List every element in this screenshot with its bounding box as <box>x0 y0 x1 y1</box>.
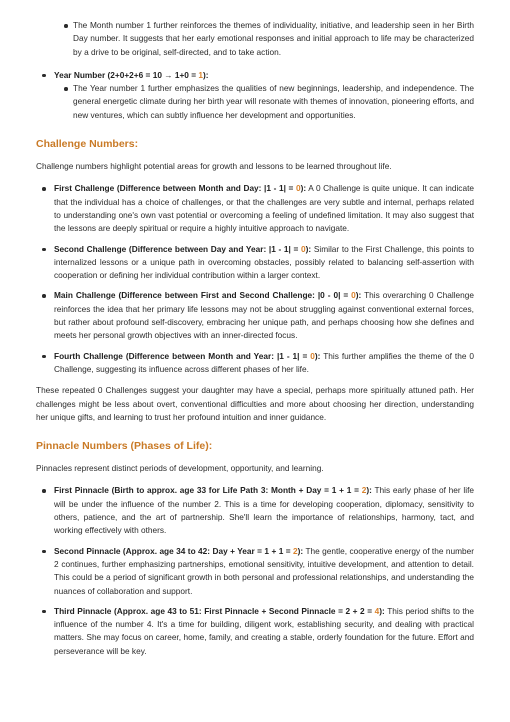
challenge-intro: Challenge numbers highlight potential areas for growth and lessons to be learned throughout life. <box>36 161 392 172</box>
pinnacle-label: Second Pinnacle (Approx. age 34 to 42: Day + Year = 1 + 1 = 2): <box>54 545 304 556</box>
year-number-value: 1 <box>198 69 203 80</box>
challenge-value: 0 <box>351 290 356 301</box>
pinnacle-label: Third Pinnacle (Approx. age 43 to 51: First Pinnacle + Second Pinnacle = 2 + 2 = 4): <box>54 605 385 616</box>
challenge-label: Fourth Challenge (Difference between Month and Year: |1 - 1| = 0): <box>54 350 321 361</box>
pinnacle-text: This early phase of her life will be under the influence of the number 2. This is a time for developing cooperation, diplomacy, sensitivity to others, patience, and the art of partnership. She'll learn the importance of relationships, harmony, tact, and working effectively with others. <box>54 485 474 536</box>
challenge-label: First Challenge (Difference between Month and Day: |1 - 1| = 0): <box>54 183 307 194</box>
pinnacle-list <box>36 484 474 658</box>
month-number-detail: The Month number 1 further reinforces the themes of individuality, initiative, and leadership seen in her Birth Day number. It suggests that her early emotional responses and initial approach to life may be characterized by a drive to be original, self-directed, and to take action. <box>73 19 474 59</box>
challenge-list <box>36 182 474 376</box>
pinnacle-value: 2 <box>361 485 367 496</box>
challenge-text: This further amplifies the theme of the 0 Challenge, suggesting its influence across different phases of her life. <box>54 350 475 374</box>
pinnacle-text: This period shifts to the influence of the number 4. It's a time for building, diligent work, establishing security, and dealing with practical matters. She may focus on career, home, family, and creating a stable, orderly foundation for the future. Effort and perseverance will be key. <box>54 605 474 656</box>
pinnacle-heading: Pinnacle Numbers (Phases of Life): <box>36 440 213 453</box>
pinnacle-text: The gentle, cooperative energy of the number 2 continues, further emphasizing partnerships, emotional sensitivity, intuitive development, and attention to detail. This could be a period of significant growth in both personal and professional relationships, and understanding the nuances of collaboration and support. <box>54 545 474 596</box>
year-number-list <box>36 69 474 122</box>
challenge-label: Main Challenge (Difference between First and Second Challenge: |0 - 0| = 0): <box>54 290 362 301</box>
pinnacle-item-third <box>36 605 474 658</box>
pinnacle-item-second <box>36 545 474 598</box>
challenge-value: 0 <box>301 243 306 254</box>
challenge-value: 0 <box>295 183 301 194</box>
challenge-item-second <box>36 243 474 283</box>
pinnacle-item-first <box>36 484 474 537</box>
challenge-value: 0 <box>310 350 315 361</box>
year-number-label: Year Number (2+0+2+6 = 10 → 1+0 = 1): <box>54 69 209 80</box>
challenge-closing: These repeated 0 Challenges suggest your daughter may have a special, perhaps more spiritually attuned path. Her challenges might be less about overt, conventional difficulties and more about choosing her direction, understanding her unique gifts, and learning to trust her profound intuition and inner guidance. <box>36 385 474 422</box>
pinnacle-intro: Pinnacles represent distinct periods of development, opportunity, and learning. <box>36 463 324 474</box>
pinnacle-label: First Pinnacle (Birth to approx. age 33 for Life Path 3: Month + Day = 1 + 1 = 2): <box>54 485 372 496</box>
challenge-heading: Challenge Numbers: <box>36 138 139 151</box>
pinnacle-value: 2 <box>293 545 298 556</box>
challenge-item-fourth <box>36 350 474 377</box>
month-number-sublist <box>36 19 474 59</box>
year-number-detail: The Year number 1 further emphasizes the qualities of new beginnings, leadership, and independence. The general energetic climate during her birth year will resonate with themes of innovation, pioneering efforts, and new ventures, which can subtly influence her development and opportunities. <box>73 82 474 122</box>
challenge-label: Second Challenge (Difference between Day and Year: |1 - 1| = 0): <box>54 243 312 254</box>
challenge-text: This overarching 0 Challenge reinforces the idea that her primary life lessons may not be about struggling against conventional external forces, but rather about profound self-discovery, embracing her unique path, and perhaps choosing how she defines and meets her personal growth objectives with an inner-directed focus. <box>54 290 474 341</box>
year-number-item <box>36 69 474 122</box>
year-number-sublist <box>54 82 474 122</box>
challenge-text: Similar to the First Challenge, this points to internalized lessons or a unique path in overcoming obstacles, possibly related to balancing self-assertion with cooperation or defining her individual contribution within a larger context. <box>54 243 475 281</box>
challenge-item-main <box>36 289 474 342</box>
pinnacle-value: 4 <box>374 605 380 616</box>
challenge-item-first <box>36 182 474 235</box>
challenge-text: A 0 Challenge is quite unique. It can indicate that the individual has a choice of challenges, or that the challenges are very subtle and internal, perhaps related to understanding one's own vast potential or overcoming a feeling of undefined limitation. It may also suggest that the lessons are deeply spiritual or require a highly intuitive approach to navigate. <box>54 183 474 234</box>
